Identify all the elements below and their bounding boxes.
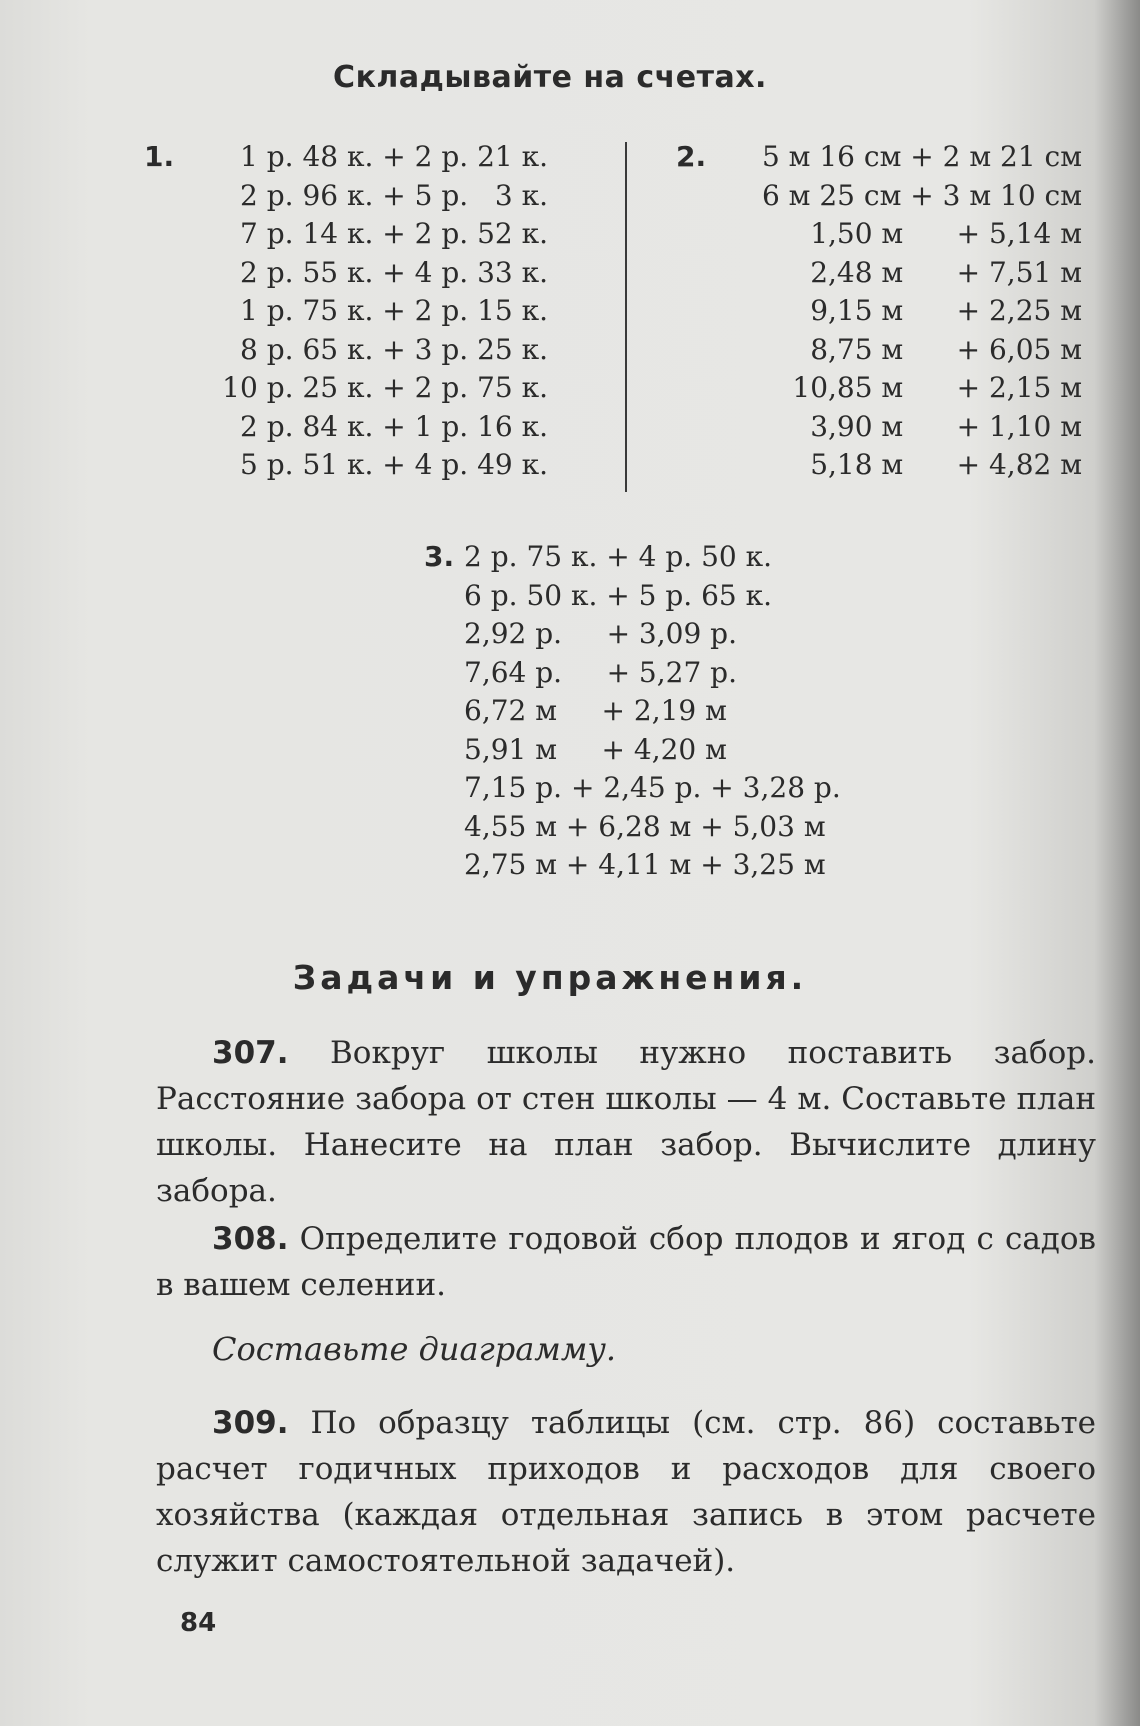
exercise-row: 1 р. 75 к. + 2 р. 15 к.: [240, 294, 548, 327]
exercise-row: 5,91 м + 4,20 м: [464, 732, 727, 766]
exercise-row: 7,64 р. + 5,27 р.: [464, 655, 737, 689]
exercise-number: 2.: [676, 140, 707, 173]
exercise-row: 2 р. 96 к. + 5 р. 3 к.: [240, 178, 548, 212]
problem-text: Определите годовой сбор плодов и ягод с садов в вашем селении.: [156, 1221, 1097, 1303]
exercise-row: 2,48 м + 7,51 м: [810, 255, 1082, 289]
exercise-row: 6,72 м + 2,19 м: [464, 694, 727, 727]
exercise-row: 9,15 м + 2,25 м: [810, 294, 1082, 327]
exercise-row: 6 м 25 см + 3 м 10 см: [761, 178, 1082, 212]
exercise-row: 10,85 м + 2,15 м: [792, 371, 1082, 404]
exercise-row: 5 м 16 см + 2 м 21 см: [761, 140, 1082, 173]
exercise-row: 2 р. 84 к. + 1 р. 16 к.: [240, 409, 548, 443]
exercise-row: 2,92 р. + 3,09 р.: [464, 617, 737, 650]
exercise-number: 1.: [144, 140, 175, 173]
problem-number: 309.: [212, 1405, 289, 1441]
exercise-row: 2 р. 75 к. + 4 р. 50 к.: [464, 540, 772, 573]
page-number: 84: [180, 1608, 217, 1638]
exercise-row: 7 р. 14 к. + 2 р. 52 к.: [240, 217, 548, 250]
column-divider: [625, 142, 627, 492]
problem-text: По образцу таблицы (см. стр. 86) составьте расчет годичных приходов и расходов для своего хозяйства (каждая отдельная запись в этом расчете служит самостоятельной задачей).: [156, 1405, 1096, 1579]
problem-text: Вокруг школы нужно поставить забор. Расстояние забора от стен школы — 4 м. Составьте план школы. Нанесите на план забор. Вычислите длину забора.: [156, 1035, 1097, 1209]
exercise-row: 6 р. 50 к. + 5 р. 65 к.: [464, 578, 772, 612]
problem-307: [156, 1030, 1096, 1214]
exercise-row: 8 р. 65 к. + 3 р. 25 к.: [240, 332, 548, 366]
exercise-row: 5 р. 51 к. + 4 р. 49 к.: [240, 448, 548, 481]
problem-number: 308.: [212, 1221, 289, 1257]
exercise-row: 2,75 м + 4,11 м + 3,25 м: [464, 848, 826, 881]
problem-308: [156, 1216, 1096, 1308]
exercise-row: 1,50 м + 5,14 м: [810, 217, 1082, 250]
section-title-tasks: Задачи и упражнения.: [292, 958, 808, 997]
exercise-row: 10 р. 25 к. + 2 р. 75 к.: [222, 371, 548, 404]
exercise-row: 5,18 м + 4,82 м: [810, 448, 1082, 481]
exercise-row: 8,75 м + 6,05 м: [810, 332, 1082, 366]
exercise-number: 3.: [424, 540, 455, 573]
exercise-row: 4,55 м + 6,28 м + 5,03 м: [464, 809, 826, 843]
section-title-abacus: Складывайте на счетах.: [333, 60, 767, 95]
diagram-note: Составьте диаграмму.: [212, 1330, 617, 1368]
problem-309: [156, 1400, 1096, 1584]
exercise-row: 2 р. 55 к. + 4 р. 33 к.: [240, 255, 548, 289]
exercise-row: 3,90 м + 1,10 м: [810, 409, 1082, 443]
exercise-row: 7,15 р. + 2,45 р. + 3,28 р.: [464, 771, 841, 804]
exercise-row: 1 р. 48 к. + 2 р. 21 к.: [240, 140, 548, 173]
problem-number: 307.: [212, 1035, 289, 1071]
